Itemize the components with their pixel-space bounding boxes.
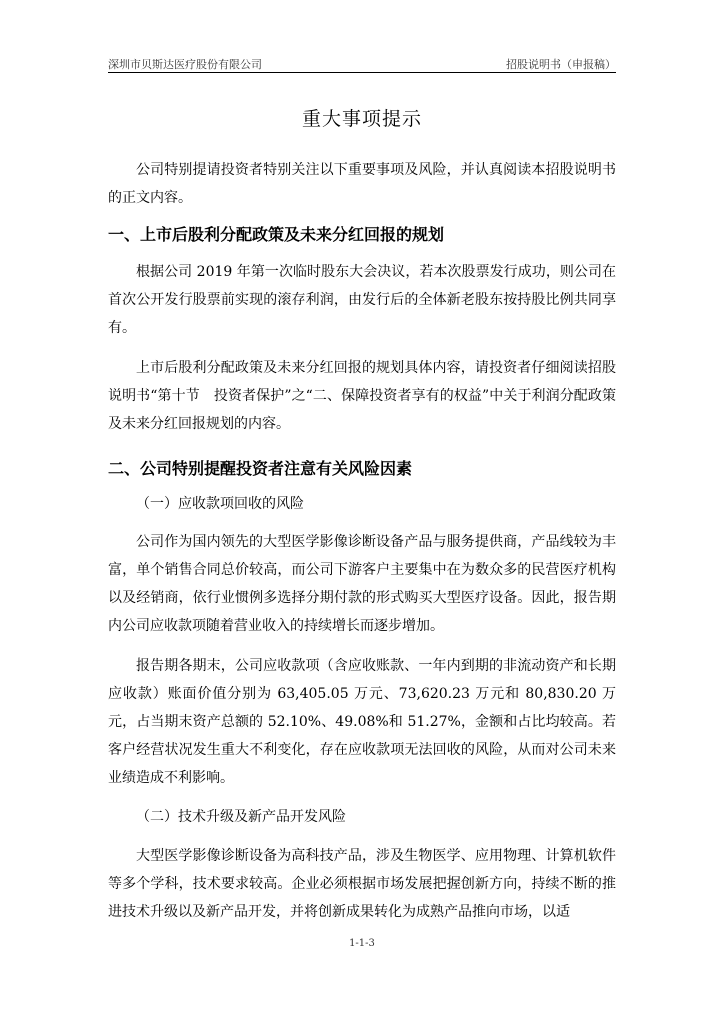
section1-paragraph-1: 根据公司 2019 年第一次临时股东大会决议，若本次股票发行成功，则公司在首次公开发行股票前实现的滚存利润，由发行后的全体新老股东按持股比例共同享有。 — [108, 264, 616, 336]
subsection2-heading: （二）技术升级及新产品开发风险 — [136, 809, 346, 825]
subsection1-paragraph-1: 公司作为国内领先的大型医学影像诊断设备产品与服务提供商，产品线较为丰富，单个销售合同总价较高，而公司下游客户主要集中在为数众多的民营医疗机构以及经销商，依行业惯例多选择分期付款的形式购买大型医疗设备。因此，报告期内公司应收款项随着营业收入的持续增长而逐步增加。 — [108, 534, 616, 634]
page-header — [108, 52, 616, 73]
page-title: 重大事项提示 — [301, 108, 422, 130]
header-doc-type: 招股说明书（申报稿） — [506, 58, 616, 71]
subsection2-paragraph-1: 大型医学影像诊断设备为高科技产品，涉及生物医学、应用物理、计算机软件等多个学科，技术要求较高。企业必须根据市场发展把握创新方向，持续不断的推进技术升级以及新产品开发，并将创新成果转化为成熟产品推向市场，以适 — [108, 848, 616, 920]
section1-heading: 一、上市后股利分配政策及未来分红回报的规划 — [108, 225, 445, 244]
intro-paragraph: 公司特别提请投资者特别关注以下重要事项及风险，并认真阅读本招股说明书的正文内容。 — [108, 162, 616, 206]
header-company: 深圳市贝斯达医疗股份有限公司 — [108, 58, 262, 71]
subsection1-paragraph-2: 报告期各期末，公司应收款项（含应收账款、一年内到期的非流动资产和长期应收款）账面价值分别为 63,405.05 万元、73,620.23 万元和 80,830.20 万元，占当期末资产总额的 52.10%、49.08%和 51.27%，金额和占比均较高。若客户经营状况发生重大不利变化，存在应收款项无法回收的风险，从而对公司未来业绩造成不利影响。 — [108, 658, 616, 786]
section2-heading: 二、公司特别提醒投资者注意有关风险因素 — [108, 459, 413, 478]
subsection1-heading: （一）应收款项回收的风险 — [136, 496, 304, 512]
section1-paragraph-2: 上市后股利分配政策及未来分红回报的规划具体内容，请投资者仔细阅读招股说明书“第十节 投资者保护”之“二、保障投资者享有的权益”中关于利润分配政策及未来分红回报规划的内容。 — [108, 360, 616, 432]
page-number: 1-1-3 — [349, 938, 375, 949]
